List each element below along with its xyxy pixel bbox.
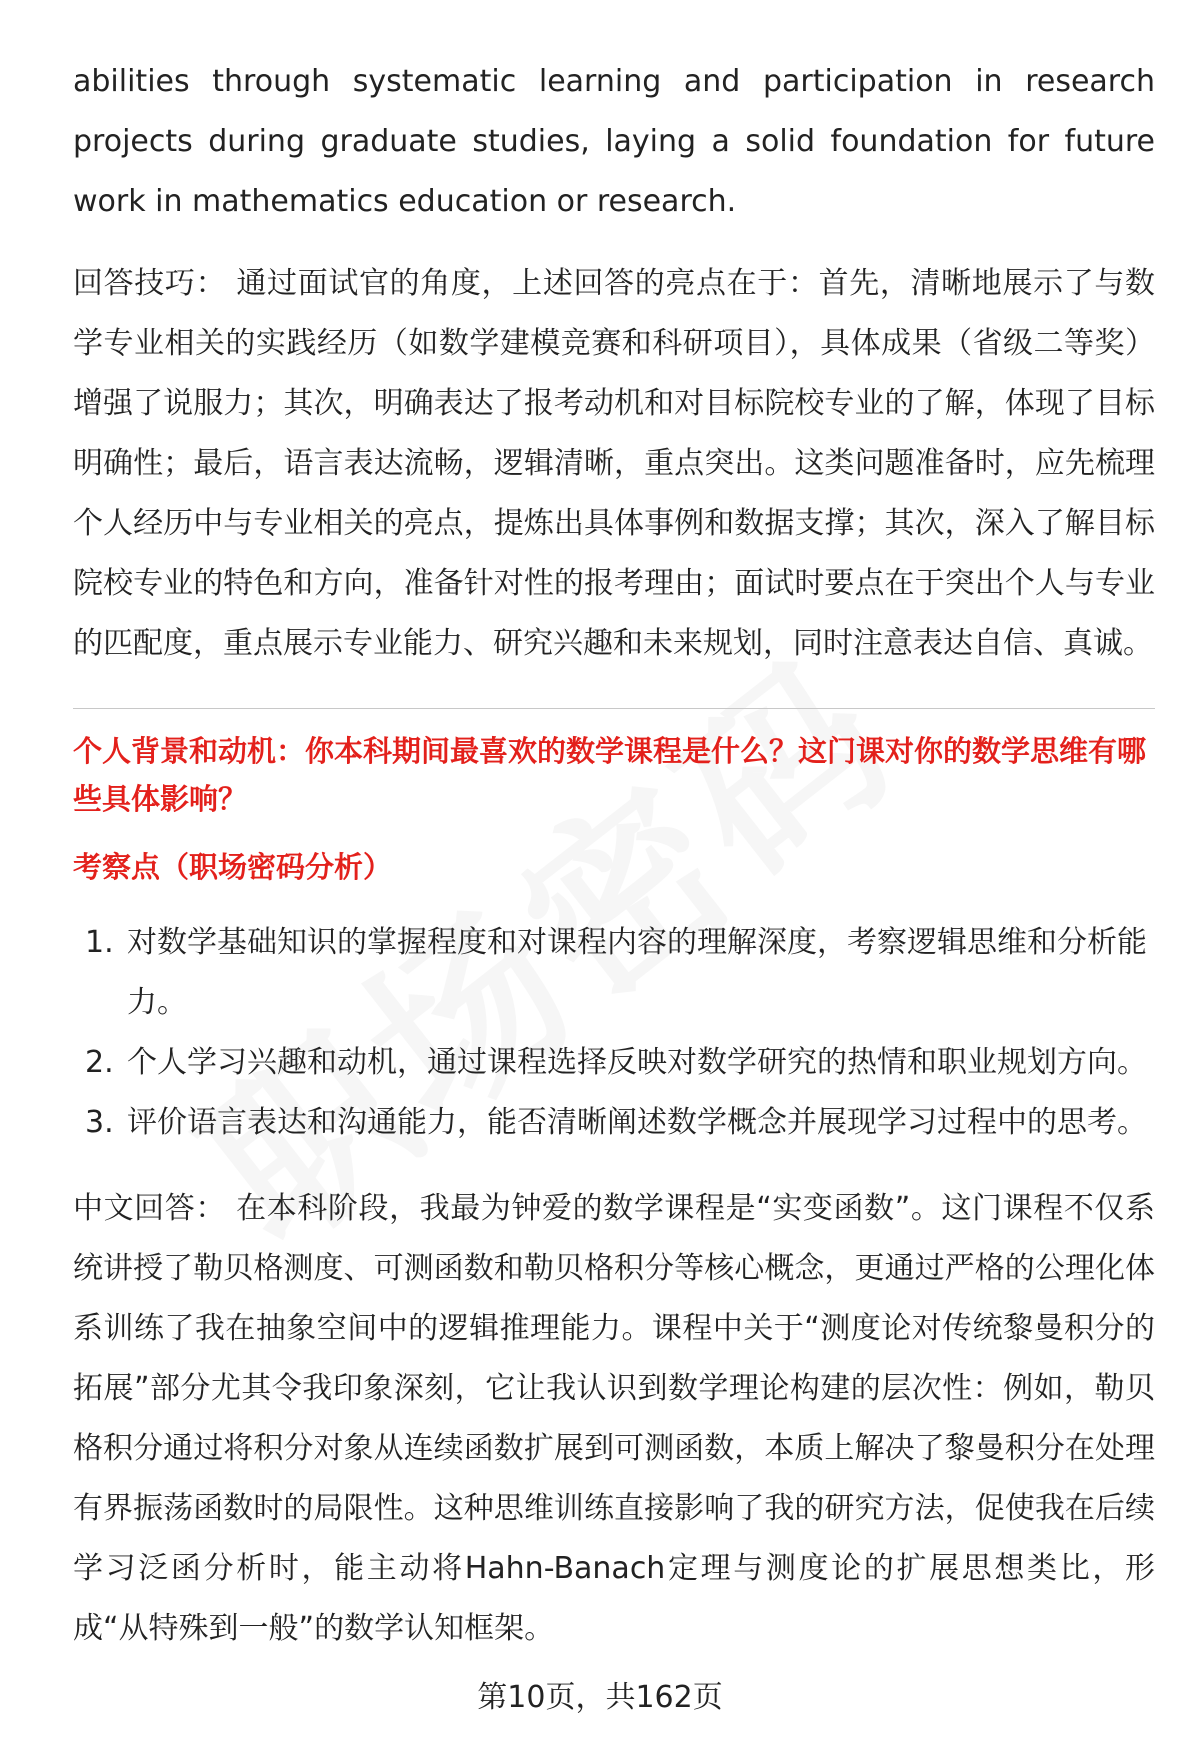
tips-label: 回答技巧：	[73, 266, 227, 301]
tips-paragraph	[73, 254, 1155, 674]
chinese-answer-label: 中文回答：	[73, 1191, 226, 1226]
list-item	[73, 1093, 1155, 1153]
document-page	[73, 52, 1155, 1659]
list-item	[73, 1033, 1155, 1093]
chinese-answer-text: 在本科阶段，我最为钟爱的数学课程是“实变函数”。这门课程不仅系统讲授了勒贝格测度、可测函数和勒贝格积分等核心概念，更通过严格的公理化体系训练了我在抽象空间中的逻辑推理能力。课程中关于“测度论对传统黎曼积分的拓展”部分尤其令我印象深刻，它让我认识到数学理论构建的层次性：例如，勒贝格积分通过将积分对象从连续函数扩展到可测函数，本质上解决了黎曼积分在处理有界振荡函数时的局限性。这种思维训练直接影响了我的研究方法，促使我在后续学习泛函分析时，能主动将Hahn-Banach定理与测度论的扩展思想类比，形成“从特殊到一般”的数学认知框架。	[73, 1191, 1155, 1646]
intro-paragraph: abilities through systematic learning and participation in research projects during graduate studies, laying a solid foundation for future work in mathematics education or research.	[73, 64, 1155, 219]
page-footer: 第10页，共162页	[477, 1680, 723, 1715]
assessment-heading: 考察点（职场密码分析）	[73, 850, 393, 884]
tips-text: 通过面试官的角度，上述回答的亮点在于：首先，清晰地展示了与数学专业相关的实践经历（如数学建模竞赛和科研项目），具体成果（省级二等奖）增强了说服力；其次，明确表达了报考动机和对目标院校专业的了解，体现了目标明确性；最后，语言表达流畅，逻辑清晰，重点突出。这类问题准备时，应先梳理个人经历中与专业相关的亮点，提炼出具体事例和数据支撑；其次，深入了解目标院校专业的特色和方向，准备针对性的报考理由；面试时要点在于突出个人与专业的匹配度，重点展示专业能力、研究兴趣和未来规划，同时注意表达自信、真诚。	[73, 266, 1156, 661]
list-item-number: 2.	[85, 1045, 114, 1080]
list-item-number: 3.	[85, 1105, 114, 1140]
list-item	[73, 913, 1155, 1033]
section-divider	[73, 708, 1155, 709]
chinese-answer-paragraph	[73, 1179, 1155, 1659]
assessment-list	[73, 913, 1155, 1153]
list-item-text: 个人学习兴趣和动机，通过课程选择反映对数学研究的热情和职业规划方向。	[127, 1045, 1147, 1080]
list-item-text: 对数学基础知识的掌握程度和对课程内容的理解深度，考察逻辑思维和分析能力。	[127, 925, 1147, 1020]
list-item-text: 评价语言表达和沟通能力，能否清晰阐述数学概念并展现学习过程中的思考。	[127, 1105, 1147, 1140]
list-item-number: 1.	[85, 925, 114, 960]
question-title: 个人背景和动机：你本科期间最喜欢的数学课程是什么？这门课对你的数学思维有哪些具体影响？	[73, 734, 1147, 816]
